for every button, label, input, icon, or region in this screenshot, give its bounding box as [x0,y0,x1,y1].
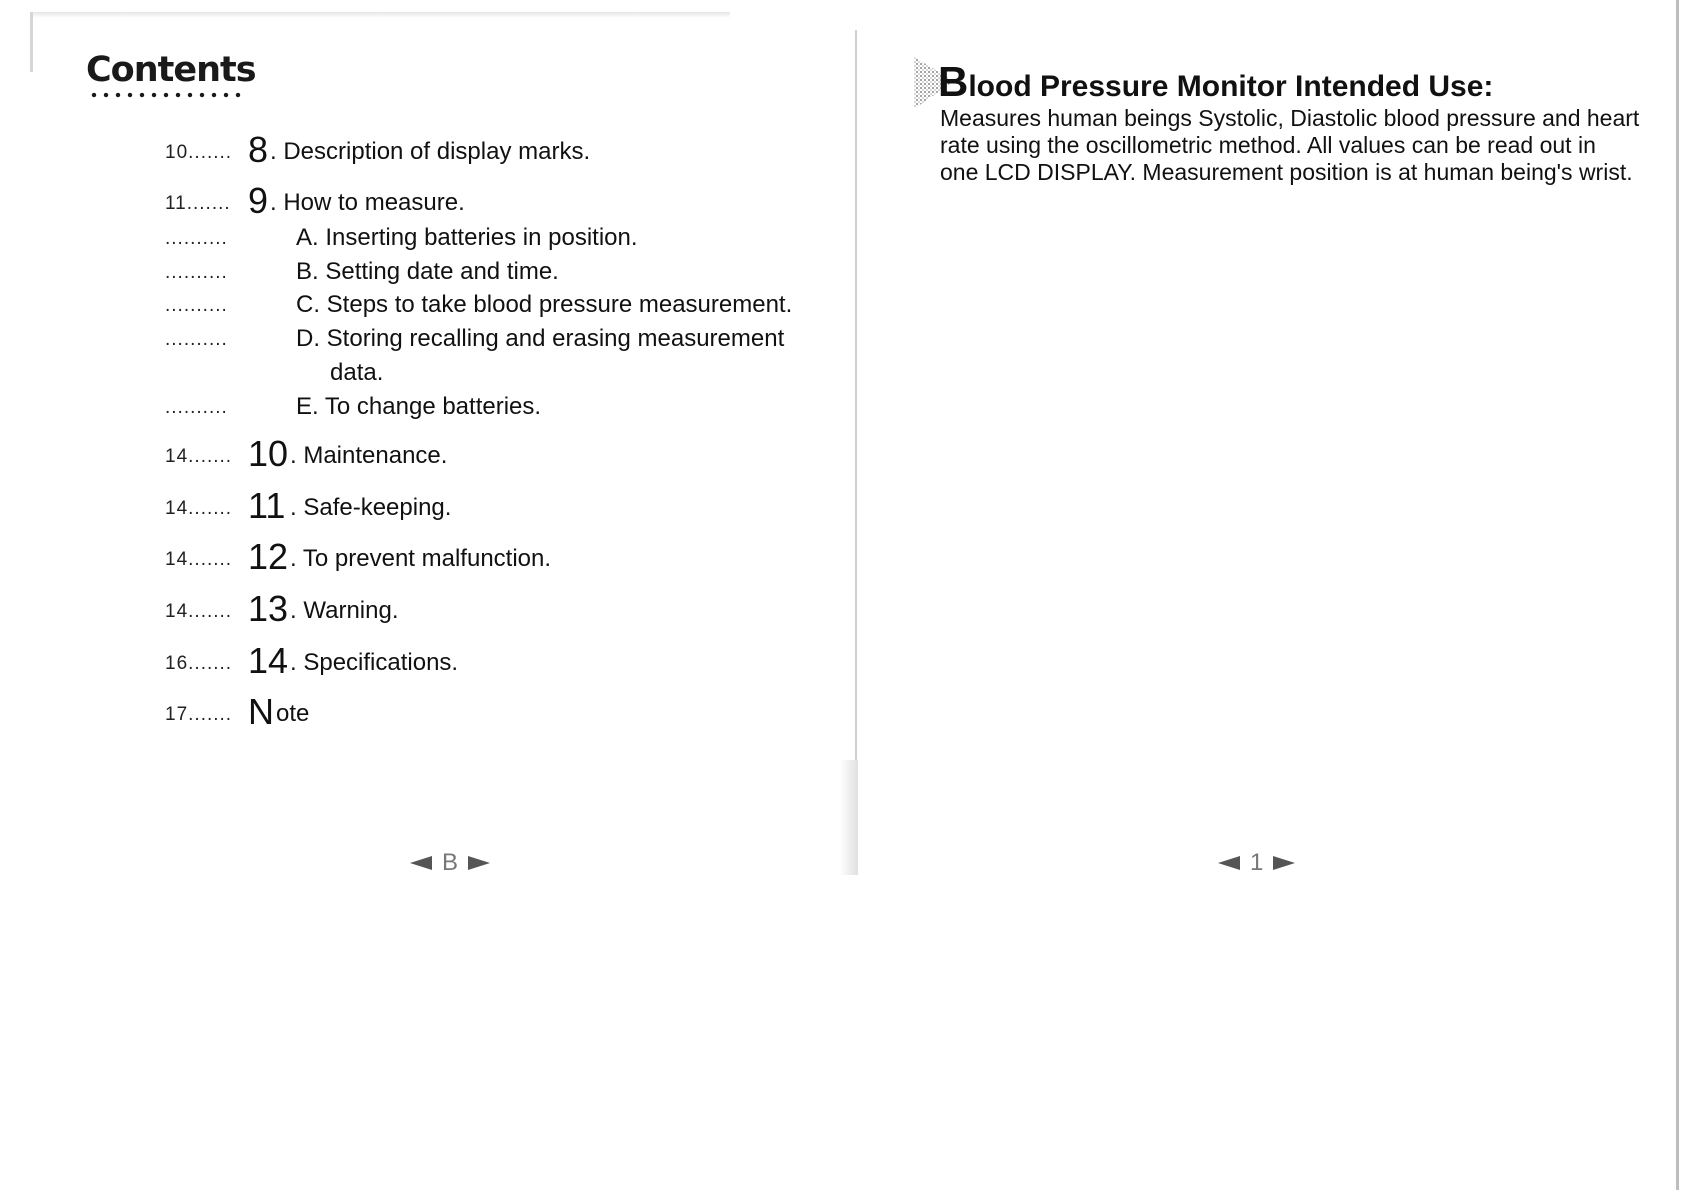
toc-page-ref: .......... [165,262,228,283]
arrow-right-icon [1273,856,1295,870]
toc-section-title: . Maintenance. [290,442,448,469]
toc-subsection-title: C. Steps to take blood pressure measurement. [296,291,793,318]
toc-page-ref: 14....... [165,549,233,570]
toc-section-title: . How to measure. [270,189,465,216]
toc-section-number: 10 [248,433,289,474]
toc-section-title: . Warning. [290,597,399,624]
toc-page-ref: .......... [165,295,228,316]
toc-subsection-title: B. Setting date and time. [296,258,559,285]
toc-subsection-title-continued: data. [330,359,384,386]
toc-entry-9 [0,179,840,219]
section-title [938,58,1493,106]
toc-subsection-title: E. To change batteries. [296,393,542,420]
toc-page-ref: 14....... [165,498,233,519]
toc-section-title: ote [276,700,310,727]
toc-entry-11 [0,484,840,524]
page-gutter [855,30,857,870]
toc-entry-8 [0,128,840,168]
scan-edge-right [1676,0,1679,1190]
section-title-initial: B [938,58,969,105]
toc-page-ref: 17....... [165,704,233,725]
toc-page-ref: 16....... [165,653,233,674]
toc-section-title: . Description of display marks. [270,138,591,165]
toc-page-ref: .......... [165,228,228,249]
toc-section-number: 9 [248,180,269,221]
toc-section-number: 8 [248,129,269,170]
toc-page-ref: 11....... [165,193,231,214]
toc-entry-12 [0,535,840,575]
contents-title: Contents [86,50,256,90]
toc-section-number: N [248,691,274,732]
toc-page-ref: 10....... [165,142,233,163]
toc-entry-14 [0,639,840,679]
gutter-shadow [840,760,858,875]
arrow-left-icon [1218,856,1240,870]
arrow-left-icon [410,856,432,870]
toc-entry-13 [0,587,840,627]
toc-entry-10 [0,432,840,472]
toc-subsection-title: D. Storing recalling and erasing measurement [296,325,785,352]
toc-section-title: . Safe-keeping. [290,494,452,521]
page-number-label: B [442,849,459,876]
page-number-left [410,848,490,878]
toc-section-number: 12 [248,536,289,577]
toc-page-ref: 14....... [165,601,233,622]
toc-section-number: 11 [248,485,286,526]
arrow-right-icon [468,856,490,870]
toc-section-number: 14 [248,640,289,681]
page-number-label: 1 [1250,849,1264,876]
toc-page-ref: 14....... [165,446,233,467]
section-title-rest: lood Pressure Monitor Intended Use: [968,70,1494,103]
toc-section-title: . Specifications. [290,649,459,676]
page-number-right [1218,848,1295,878]
section-body: Measures human beings Systolic, Diastolic blood pressure and heart rate using the oscillometric method. All values can be read out in one LCD DISPLAY. Measurement position is at human being's wrist. [940,105,1640,185]
toc-subsection-title: A. Inserting batteries in position. [296,224,638,251]
toc-section-title: . To prevent malfunction. [290,545,552,572]
toc-section-number: 13 [248,588,289,629]
toc-page-ref: .......... [165,397,228,418]
table-of-contents [0,0,840,760]
toc-subentry-e [0,383,840,423]
toc-page-ref: .......... [165,329,228,350]
toc-entry-note [0,690,840,730]
